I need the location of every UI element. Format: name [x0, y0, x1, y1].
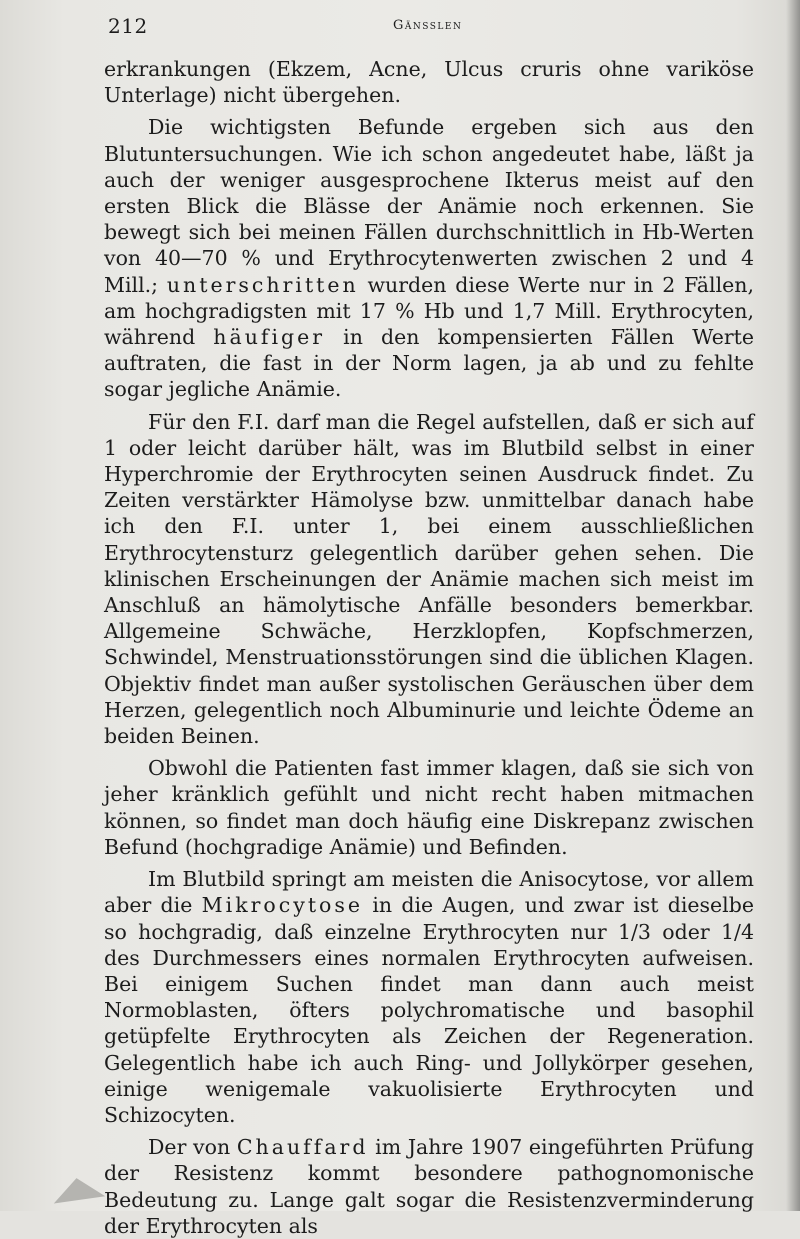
- paragraph-text: Für den F.I. darf man die Regel aufstellen, daß er sich auf 1 oder leicht darüber hält, was im Blutbild selbst in einer Hyperchromie der Erythrocyten seinen Ausdruck findet. Zu Zeiten verstärkter Hämolyse bzw. unmittelbar danach habe ich den F.I. unter 1, bei einem ausschließlichen Erythrocytensturz gelegentlich darüber gehen sehen. Die klinischen Erscheinungen der Anämie machen sich meist im Anschluß an hämolytische Anfälle besonders bemerkbar. Allgemeine Schwäche, Herzklopfen, Kopfschmerzen, Schwindel, Menstruationsstörungen sind die üblichen Klagen. Objektiv findet man außer systolischen Geräuschen über dem Herzen, gelegentlich noch Albuminurie und leichte Ödeme an beiden Beinen.: [104, 409, 754, 749]
- paragraph-text: erkrankungen (Ekzem, Acne, Ulcus cruris ohne variköse Unterlage) nicht übergehen.: [104, 57, 754, 108]
- paragraph-text: in die Augen, und zwar ist dieselbe so hochgradig, daß einzelne Erythrocyten nur 1/3 oder 1/4 des Durchmessers eines normalen Erythrocyten aufweisen. Bei einigem Suchen findet man dann auch meist Normoblasten, öfters polychromatische und basophil getüpfelte Erythrocyten als Zeichen der Regeneration. Gelegentlich habe ich auch Ring- und Jollykörper gesehen, einige wenigemale vakuolisierte Erythrocyten und Schizocyten.: [104, 893, 754, 1127]
- paragraph: [104, 114, 754, 402]
- page-number: 212: [108, 14, 148, 38]
- paragraph: [104, 866, 754, 1128]
- emphasis-spaced: Mikrocytose: [201, 893, 364, 918]
- paragraph-text: Die wichtigsten Befunde ergeben sich aus den Blutuntersuchungen. Wie ich schon angedeutet habe, läßt ja auch der weniger ausgesprochene Ikterus meist auf den ersten Blick die Blässe der Anämie noch erkennen. Sie bewegt sich bei meinen Fällen durchschnittlich in Hb-Werten von 40—70 % und Erythrocytenwerten zwischen 2 und 4 Mill.;: [104, 115, 754, 297]
- emphasis-spaced: häufiger: [213, 325, 326, 350]
- paragraph: [104, 1134, 754, 1239]
- emphasis-spaced: unterschritten: [166, 272, 359, 297]
- page-header: [108, 14, 758, 44]
- paragraph: [104, 56, 754, 108]
- paragraph-text: Obwohl die Patienten fast immer klagen, daß sie sich von jeher kränklich gefühlt und nicht recht haben mitmachen können, so findet man doch häufig eine Diskrepanz zwischen Befund (hochgradige Anämie) und Befinden.: [104, 756, 754, 859]
- page-edge-shadow: [786, 0, 800, 1211]
- paragraph-text: wurden diese Werte nur in 2 Fällen, am hochgradigsten mit 17 % Hb und 1,7 Mill. Erythrocyten, während: [104, 272, 754, 350]
- page-corner-mark: [51, 1174, 106, 1203]
- paragraph-text: Im Blutbild springt am meisten die Anisocytose, vor allem aber die: [104, 867, 754, 918]
- running-head: Gänsslen: [393, 18, 463, 33]
- emphasis-spaced: Chauffard: [236, 1135, 369, 1160]
- body-text: [104, 56, 754, 1239]
- paragraph: [104, 409, 754, 750]
- paragraph-text: in den kompensierten Fällen Werte auftraten, die fast in der Norm lagen, ja ab und zu fehlte sogar jegliche Anämie.: [104, 325, 754, 402]
- paragraph-text: Der von: [148, 1135, 237, 1160]
- paragraph-text: im Jahre 1907 eingeführten Prüfung der Resistenz kommt besondere pathognomonische Bedeutung zu. Lange galt sogar die Resistenzverminderung der Erythrocyten als: [104, 1135, 754, 1238]
- paragraph: [104, 755, 754, 860]
